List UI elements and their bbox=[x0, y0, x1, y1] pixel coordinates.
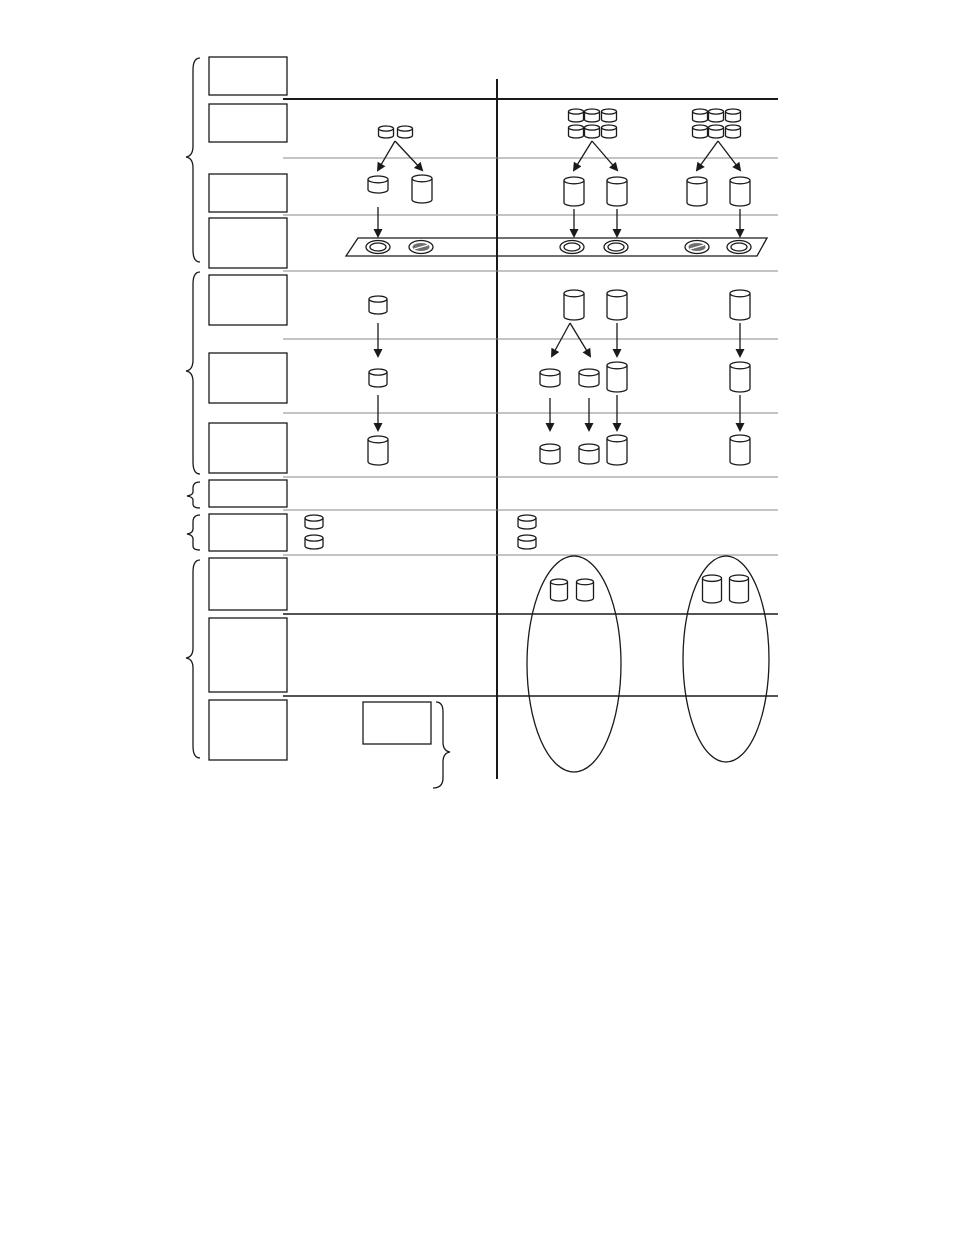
disk-icon bbox=[607, 177, 627, 206]
disk-icon bbox=[305, 535, 323, 549]
disk-icon bbox=[379, 126, 394, 138]
row-label-box-1 bbox=[209, 57, 287, 95]
disk-icon bbox=[412, 175, 432, 203]
disk-icon bbox=[607, 290, 627, 320]
disk-icon bbox=[607, 362, 627, 392]
small-box bbox=[363, 702, 431, 744]
bracket-group-2 bbox=[186, 272, 200, 474]
row-label-box-2 bbox=[209, 104, 287, 142]
disk-icon bbox=[730, 575, 749, 603]
disk-icon bbox=[579, 444, 599, 464]
disk-icon bbox=[577, 579, 594, 601]
arrow bbox=[574, 141, 592, 170]
disk-icon bbox=[693, 125, 708, 138]
disk-icon bbox=[551, 579, 568, 601]
disk-icon bbox=[585, 125, 600, 138]
row-label-box-7 bbox=[209, 423, 287, 473]
row-label-box-5 bbox=[209, 275, 287, 325]
disk-icons bbox=[305, 109, 750, 603]
tray-slot-filled bbox=[685, 241, 709, 254]
disk-icon bbox=[518, 535, 536, 549]
row-label-box-3 bbox=[209, 174, 287, 212]
row-label-box-10 bbox=[209, 558, 287, 610]
disk-icon bbox=[398, 126, 413, 138]
disk-icon bbox=[518, 515, 536, 529]
row-label-boxes bbox=[209, 57, 287, 760]
disk-icon bbox=[569, 125, 584, 138]
disk-icon bbox=[687, 177, 707, 206]
row-label-box-9 bbox=[209, 514, 287, 551]
disk-icon bbox=[730, 435, 750, 465]
small-box-group bbox=[363, 702, 450, 788]
row-label-box-11 bbox=[209, 618, 287, 692]
disk-icon bbox=[585, 109, 600, 122]
disk-icon bbox=[602, 125, 617, 138]
arrow bbox=[718, 141, 740, 170]
disk-icon bbox=[369, 369, 387, 387]
arrow bbox=[697, 141, 718, 170]
disk-icon bbox=[730, 290, 750, 320]
tray-slot-open bbox=[727, 241, 751, 254]
disk-icon bbox=[368, 436, 388, 465]
small-box-bracket bbox=[433, 702, 450, 788]
disk-icon bbox=[564, 177, 584, 206]
disk-icon bbox=[369, 296, 387, 314]
tray-slot-filled bbox=[409, 241, 433, 254]
tray-slot-open bbox=[604, 241, 628, 254]
disk-icon bbox=[569, 109, 584, 122]
row-label-box-4 bbox=[209, 218, 287, 268]
tray-slots bbox=[366, 241, 751, 254]
disk-icon bbox=[730, 177, 750, 206]
row-label-box-12 bbox=[209, 700, 287, 760]
bracket-group-5 bbox=[186, 560, 200, 758]
disk-icon bbox=[602, 109, 617, 122]
arrow bbox=[395, 141, 422, 170]
disk-icon bbox=[726, 109, 741, 122]
disk-icon bbox=[368, 176, 388, 193]
tray-slot-open bbox=[560, 241, 584, 254]
row-label-box-6 bbox=[209, 353, 287, 403]
disk-icon bbox=[709, 125, 724, 138]
bracket-group-1 bbox=[186, 58, 200, 262]
row-label-box-8 bbox=[209, 480, 287, 507]
disk-icon bbox=[540, 444, 560, 464]
disk-icon bbox=[579, 369, 599, 387]
disk-icon bbox=[709, 109, 724, 122]
disk-icon bbox=[540, 369, 560, 387]
disk-icon bbox=[726, 125, 741, 138]
arrow bbox=[378, 141, 395, 170]
grouping-ellipse-middle bbox=[527, 556, 621, 772]
bracket-group-4 bbox=[187, 515, 200, 550]
bracket-group-3 bbox=[187, 482, 200, 508]
grouping-ellipse-right bbox=[683, 556, 769, 762]
disk-icon bbox=[564, 290, 584, 320]
disk-icon bbox=[730, 362, 750, 392]
disk-icon bbox=[703, 575, 722, 603]
disk-icon bbox=[693, 109, 708, 122]
disk-icon bbox=[607, 435, 627, 465]
arrow bbox=[592, 141, 617, 170]
disk-icon bbox=[305, 515, 323, 529]
group-brackets bbox=[186, 58, 200, 758]
tray-slot-open bbox=[366, 241, 390, 254]
